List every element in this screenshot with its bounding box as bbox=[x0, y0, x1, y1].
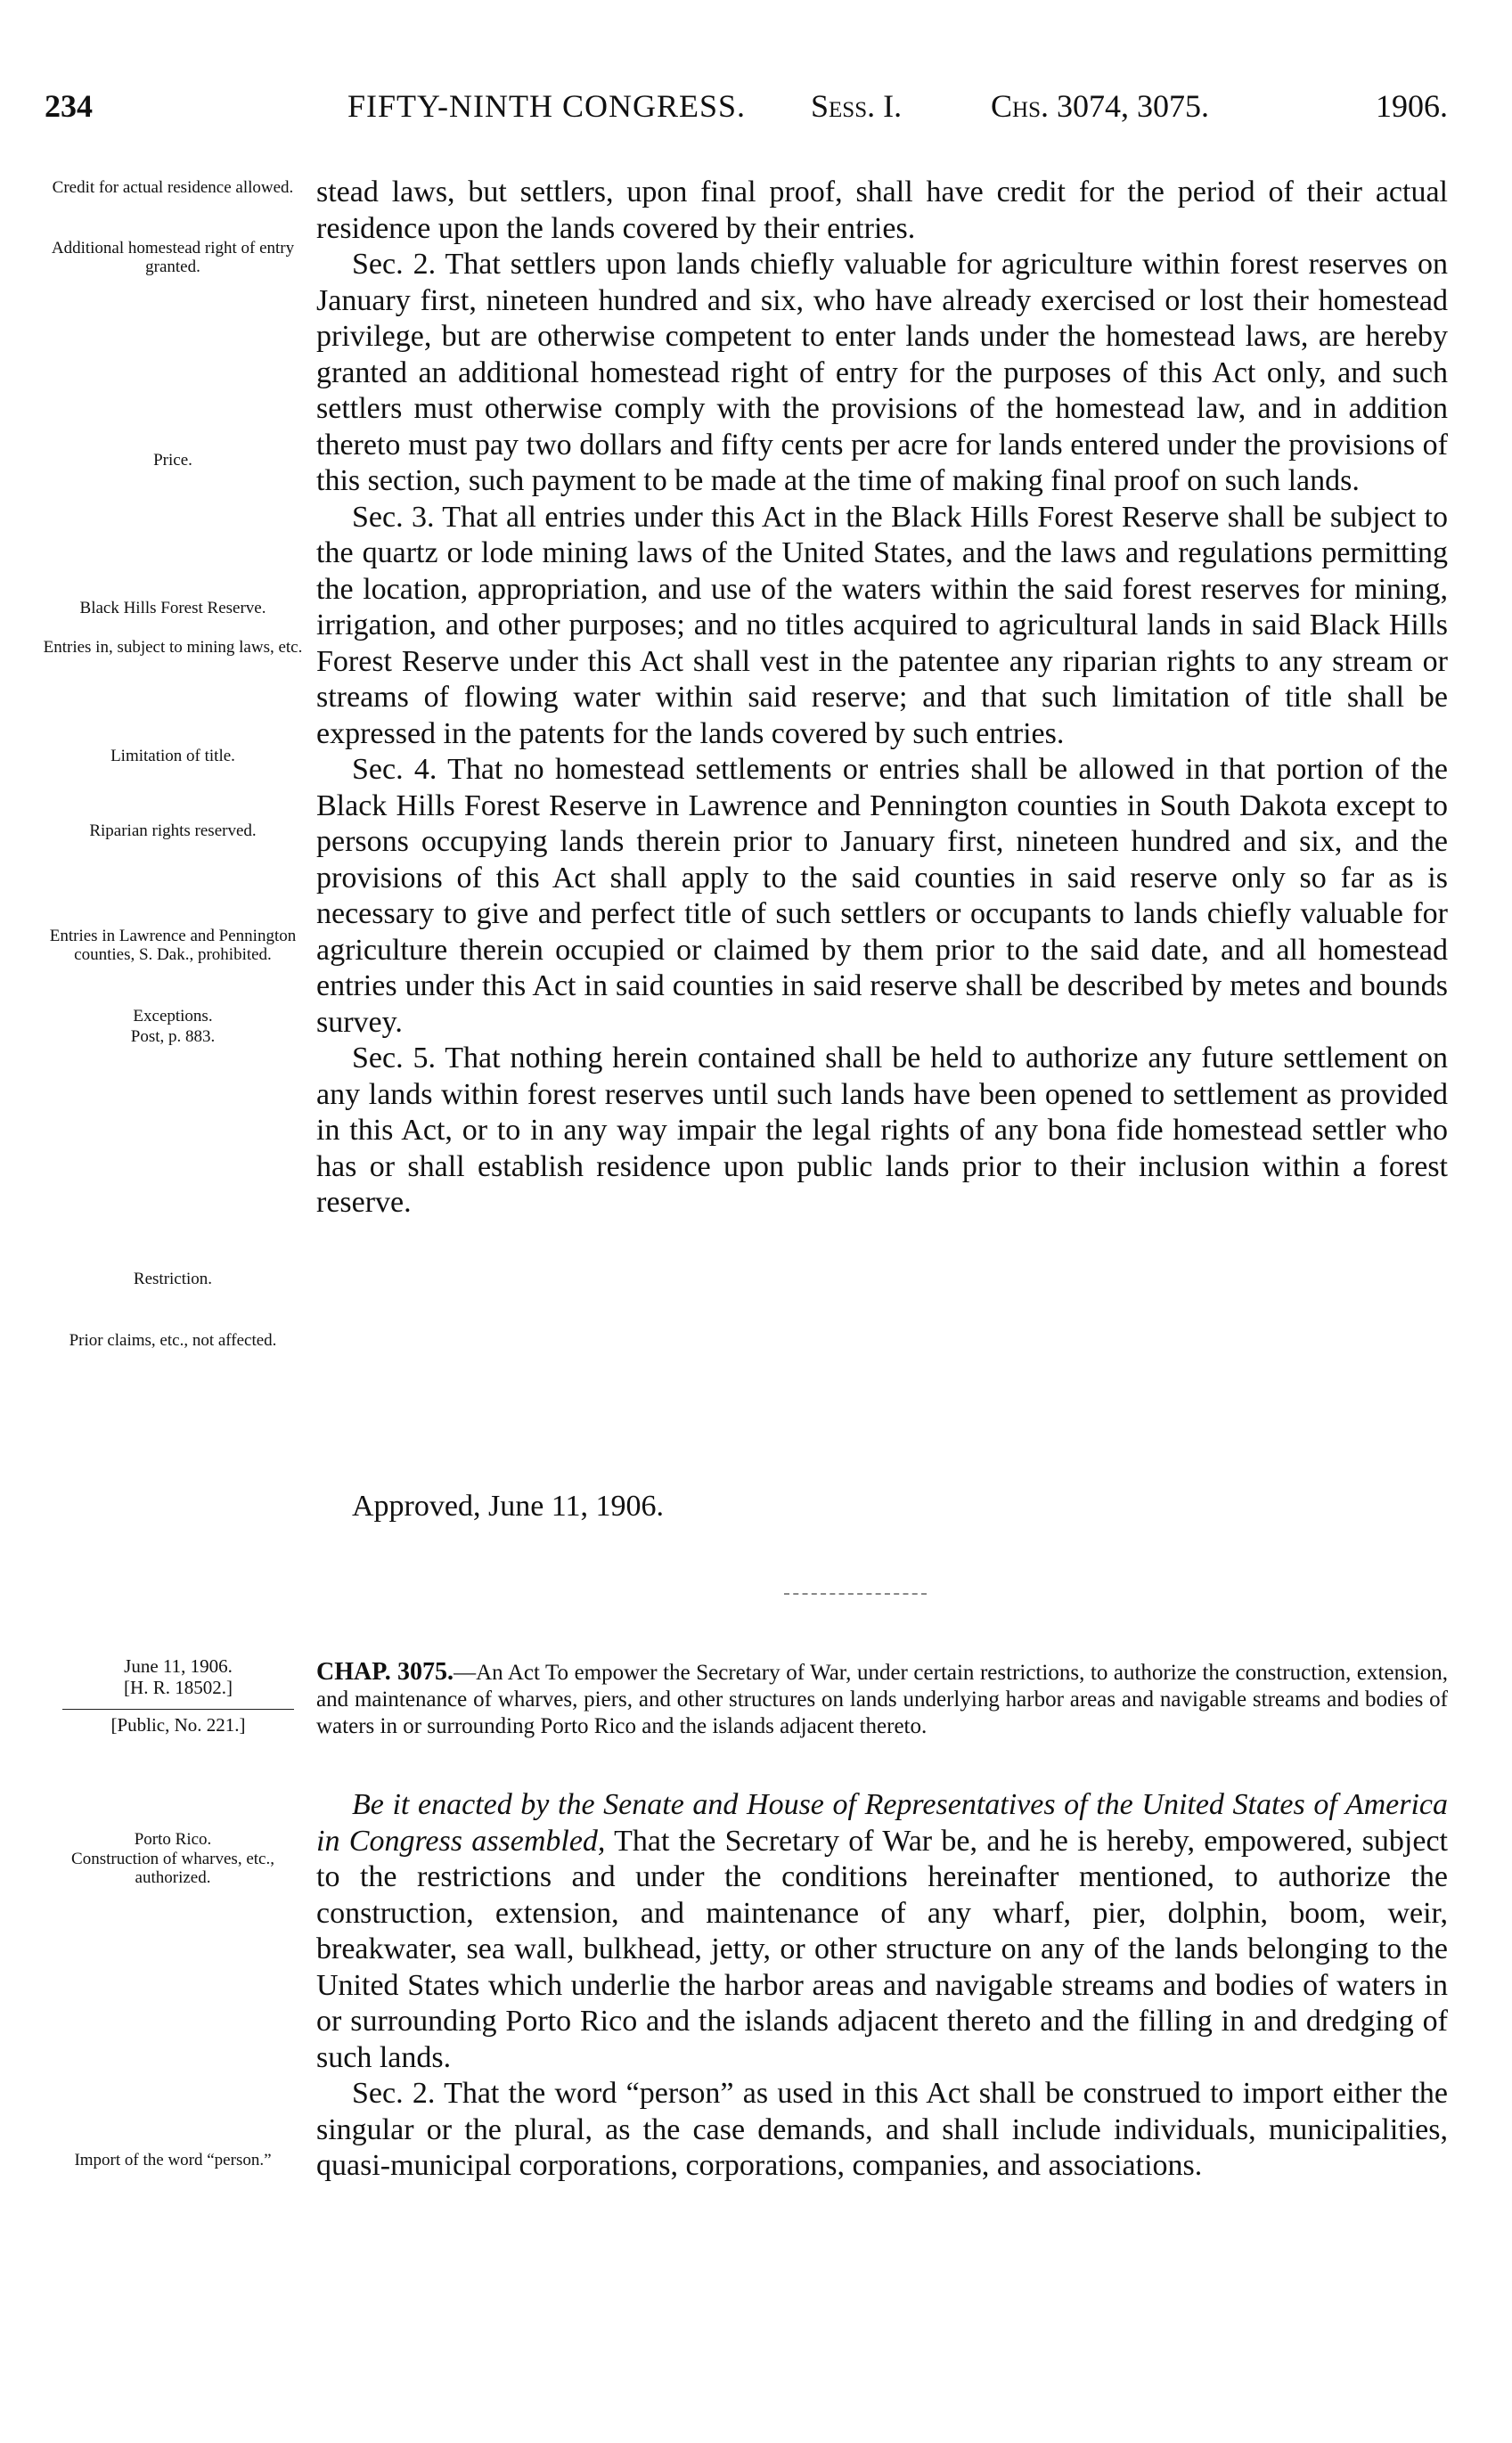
enacting-section-1 bbox=[316, 1787, 1448, 2076]
approval-line: Approved, June 11, 1906. bbox=[352, 1490, 665, 1523]
margin-note-post: Post, p. 883. bbox=[130, 1027, 216, 1046]
page-header bbox=[45, 87, 1448, 132]
margin-note-additional: Additional homestead right of entry granted. bbox=[51, 239, 295, 276]
section-3: Sec. 3. That all entries under this Act in the Black Hills Forest Reserve shall be subject to the quartz or lode mining laws of the United States, and the laws and regulations permitting the location, appropriation, and use of the waters within the said forest reserves for mining, irrigation, and other purposes; and no titles acquired to agricultural lands in said Black Hills Forest Reserve under this Act shall vest in the patentee any riparian rights to any stream or streams of flowing water within said reserve; and that such limitation of title shall be expressed in the patents for the lands covered by such entries. bbox=[316, 500, 1448, 750]
margin-note-limitation: Limitation of title. bbox=[110, 747, 235, 765]
margin-note-lawrence: Entries in Lawrence and Pennington counties, S. Dak., prohibited. bbox=[49, 927, 297, 964]
continued-paragraph: stead laws, but settlers, upon final proof, shall have credit for the period of their actual residence upon the lands covered by their entries. bbox=[316, 176, 1448, 245]
chapter-3074-body bbox=[316, 175, 1448, 1222]
section-4: Sec. 4. That no homestead settlements or entries shall be allowed in that portion of the Black Hills Forest Reserve in Lawrence and Pennington counties in South Dakota except to persons occupying lands therein prior to January first, nineteen hundred and six, and the provisions of this Act shall apply to the said counties in said reserve only so far as is necessary to give and perfect title of such settlers or occupants to lands chiefly valuable for agriculture therein occupied or claimed by them prior to the said date, and all homestead entries under this Act in said counties in said reserve shall be described by metes and bounds survey. bbox=[316, 753, 1448, 1039]
chapters-label: Chs. 3074, 3075. bbox=[991, 88, 1209, 124]
margin-note-black-hills: Black Hills Forest Reserve. bbox=[79, 599, 266, 617]
chapter-title: —An Act To empower the Secretary of War, under certain restrictions, to authorize the construction, extension, and maintenance of wharves, piers, and other structures on lands underlying harbor areas and navigable streams and bodies of waters in or surrounding Porto Rico and the islands adjacent thereto. bbox=[316, 1661, 1448, 1738]
chapter-divider bbox=[784, 1593, 927, 1595]
margin-note-construction: Construction of wharves, etc., authorized. bbox=[71, 1850, 274, 1887]
chapter-date-block bbox=[45, 1655, 312, 1698]
margin-note-entries-subject: Entries in, subject to mining laws, etc. bbox=[43, 638, 303, 657]
section-5: Sec. 5. That nothing herein contained shall be held to authorize any future settlement on any lands within forest reserves until such lands have been opened to settlement as provided in this Act, or to in any way impair the legal rights of any bona fide homestead settler who has or shall establish residence upon public lands prior to their inclusion within a forest reserve. bbox=[316, 1042, 1448, 1219]
chapter-label: CHAP. 3075. bbox=[316, 1658, 454, 1686]
margin-note-prior-claims: Prior claims, etc., not affected. bbox=[69, 1331, 277, 1350]
section-2: Sec. 2. That settlers upon lands chiefly valuable for agriculture within forest reserves on January first, nineteen hundred and six, who have already exercised or lost their homestead privilege, but are otherwise competent to enter lands under the homestead laws, are hereby granted an additional homestead right of entry for the purposes of this Act only, and such settlers must otherwise comply with the provisions of the homestead law, and in addition thereto must pay two dollars and fifty cents per acre for lands entered under the provisions of this section, such payment to be made at the time of making final proof on such lands. bbox=[316, 248, 1448, 497]
chapter-3075-body bbox=[316, 1787, 1448, 2185]
session-label: Sess. I. bbox=[811, 88, 903, 124]
congress-title: FIFTY-NINTH CONGRESS. bbox=[347, 88, 747, 124]
side-rule bbox=[62, 1709, 294, 1710]
margin-note-restriction: Restriction. bbox=[133, 1270, 213, 1288]
chapter-3075-heading bbox=[316, 1659, 1448, 1740]
margin-note-import-person: Import of the word “person.” bbox=[74, 2151, 272, 2169]
margin-note-exceptions: Exceptions. bbox=[133, 1007, 213, 1025]
section-1-text: That the Secretary of War be, and he is hereby, empowered, subject to the restrictions and under the conditions hereinafter mentioned, to authorize the construction, extension, and maintenance of any wharf, pier, dolphin, boom, weir, breakwater, sea wall, bulkhead, jetty, or other structure on any of the lands belonging to the United States which underlie the harbor areas and navigable streams and bodies of waters in or surrounding Porto Rico and the islands adjacent thereto and the filling in and dredging of such lands. bbox=[316, 1824, 1448, 2074]
bill-number: [H. R. 18502.] bbox=[124, 1677, 233, 1698]
margin-note-price: Price. bbox=[153, 451, 192, 470]
page-number: 234 bbox=[45, 88, 93, 124]
chapter-date: June 11, 1906. bbox=[124, 1655, 233, 1677]
enacting-clause: Be it enacted by the Senate and House of Representatives of the United States of America in Congress assembled, bbox=[316, 1788, 1448, 1858]
chapter-3075-section-2: Sec. 2. That the word “person” as used in this Act shall be construed to import either the singular or the plural, as the case demands, and shall include individuals, municipalities, quasi-municipal corporations, corporations, companies, and associations. bbox=[316, 2077, 1448, 2182]
margin-note-porto-rico: Porto Rico. bbox=[134, 1830, 212, 1849]
public-law-number: [Public, No. 221.] bbox=[110, 1714, 246, 1736]
margin-note-credit: Credit for actual residence allowed. bbox=[52, 178, 294, 197]
margin-note-riparian: Riparian rights reserved. bbox=[89, 821, 257, 840]
header-year: 1906. bbox=[1376, 88, 1448, 124]
